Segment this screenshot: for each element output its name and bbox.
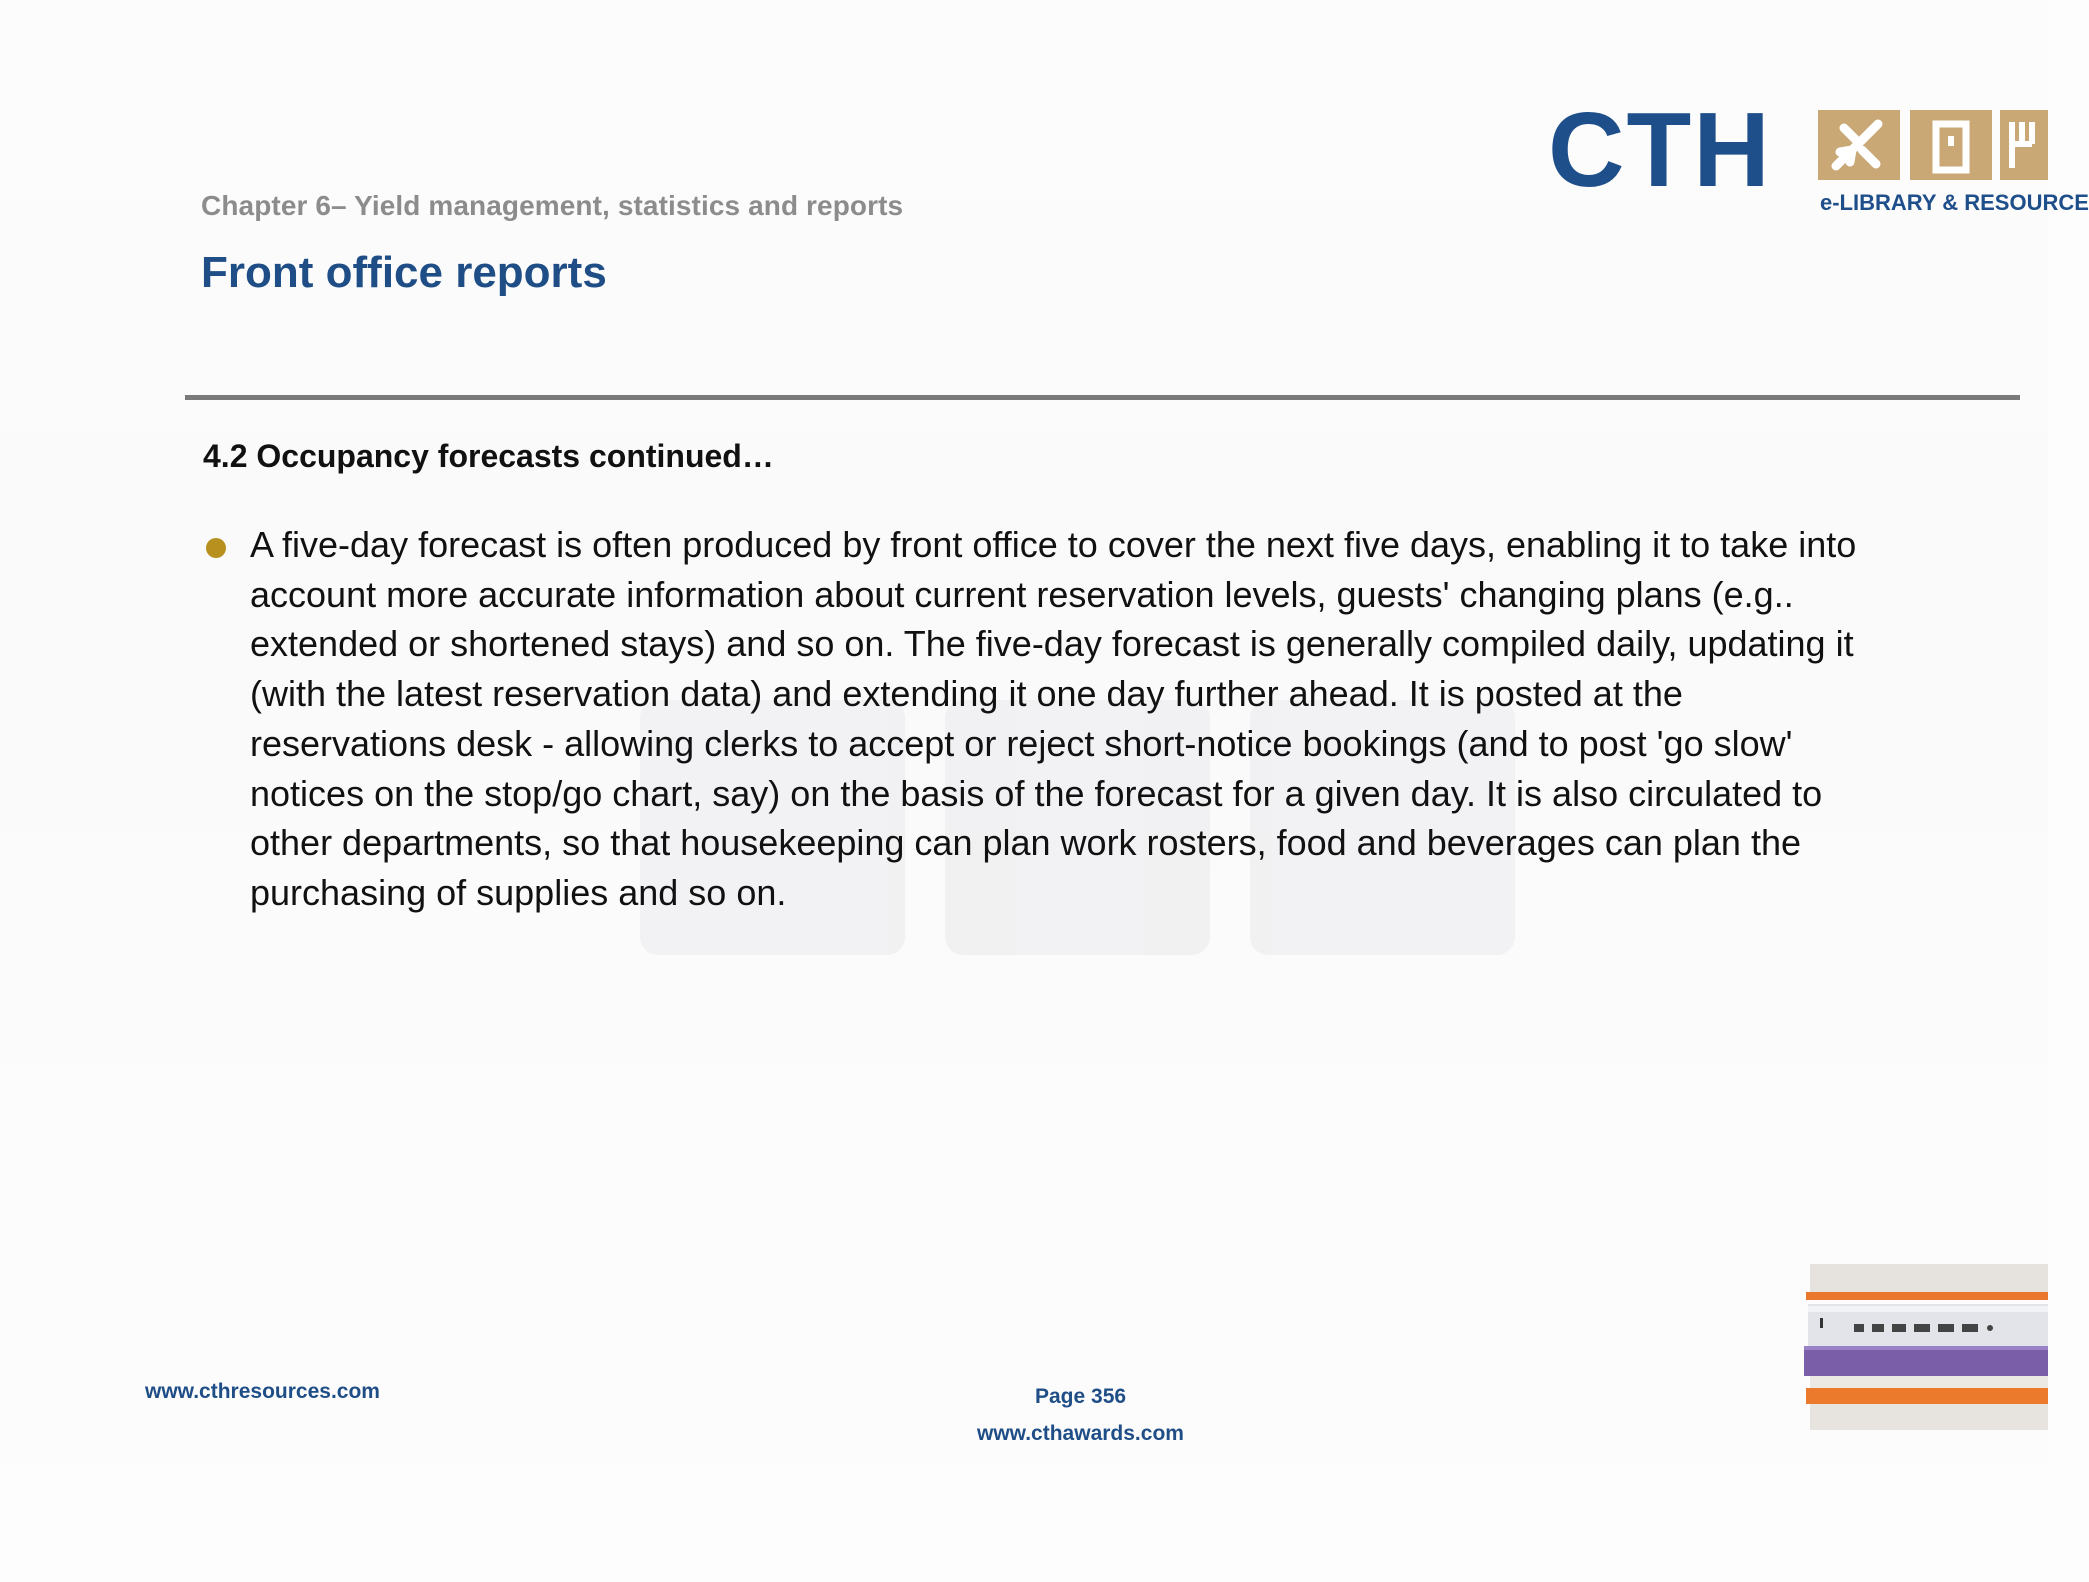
cth-logo (1548, 91, 2089, 220)
books-illustration (1800, 1262, 2048, 1432)
footer-awards-link[interactable]: www.cthawards.com (977, 1422, 1184, 1445)
cutlery-icon (2000, 110, 2048, 180)
page-number: Page 356 (1035, 1385, 1127, 1408)
section-heading: 4.2 Occupancy forecasts continued… (203, 438, 774, 474)
logo-tagline: e-LIBRARY & RESOURCE (1820, 190, 2089, 215)
header-divider (185, 395, 2020, 400)
logo-wordmark: CTH (1548, 91, 1772, 209)
paragraph-line: notices on the stop/go chart, say) on the basis of the forecast for a given day. It is also circulated to (250, 772, 1823, 814)
paragraph-line: (with the latest reservation data) and extending it one day further ahead. It is posted at the (250, 673, 1683, 715)
paragraph-line: other departments, so that housekeeping can plan work rosters, food and beverages can plan the (250, 822, 1801, 864)
paragraph-line: extended or shortened stays) and so on. The five-day forecast is generally compiled daily, updating it (250, 623, 1854, 665)
bullet-icon (206, 538, 226, 558)
building-icon (1910, 110, 1992, 180)
paragraph-line: reservations desk - allowing clerks to accept or reject short-notice bookings (and to post 'go slow' (250, 722, 1793, 764)
page-title: Front office reports (201, 248, 607, 297)
chapter-heading: Chapter 6– Yield management, statistics and reports (201, 190, 904, 221)
airplane-icon (1818, 110, 1900, 180)
paragraph-line: account more accurate information about current reservation levels, guests' changing plans (e.g.. (250, 573, 1794, 615)
paragraph-line: purchasing of supplies and so on. (250, 871, 787, 913)
bullet-paragraph (250, 520, 2010, 918)
paragraph-line: A five-day forecast is often produced by front office to cover the next five days, enabling it to take into (250, 524, 1857, 565)
footer-resources-link[interactable]: www.cthresources.com (145, 1380, 380, 1403)
